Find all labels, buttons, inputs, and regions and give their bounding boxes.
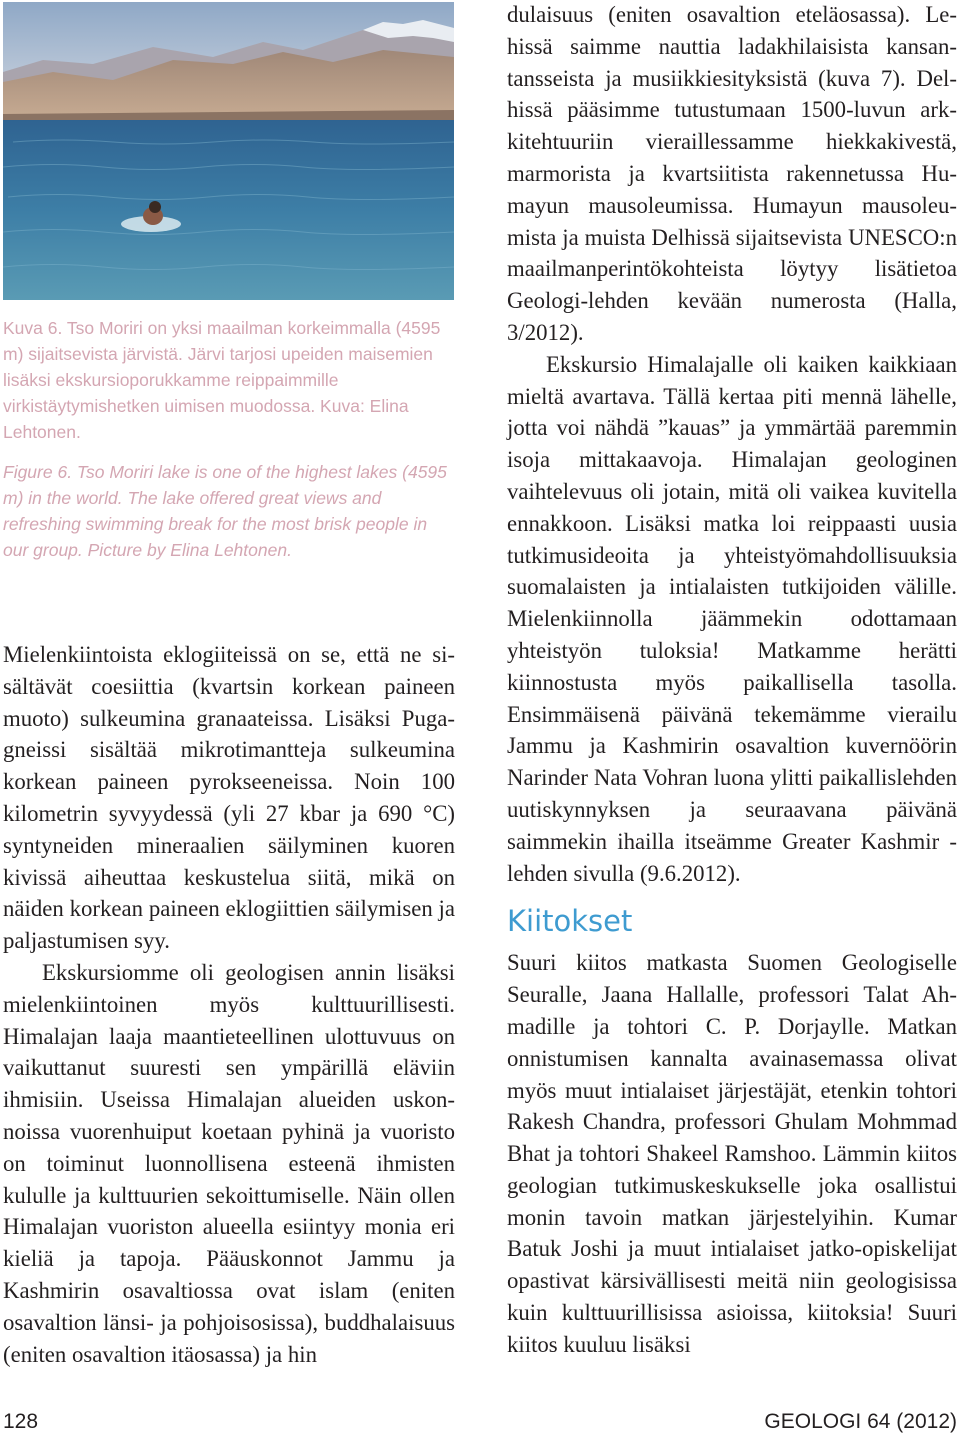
- lake-photo-illustration: [3, 2, 454, 300]
- acknowledgements-paragraph: Suuri kiitos matkasta Suomen Geologiselle Seuralle, Jaana Hallalle, professori Talat Ahmadille ja tohtori C. P. Dorjaylle. Matkan onnistumisen kannalta avainasemassa olivat myös muut intialaiset järjestäjät, etenkin tohtori Rakesh Chandra, professori Ghulam Mohmmad Bhat ja tohtori Shakeel Ramshoo. Lämmin kiitos geologian tutkimuskeskukselle joka osallistui monin tavoin matkan järjestelyihin. Kumar Batuk Joshi ja muut intialaiset jatko-opiskelijat opastivat kärsivällisesti meitä niin geologisissa kuin kulttuurillisissa asioissa, kiitoksia! Suuri kiitos kuuluu lisäksi: [507, 950, 957, 1357]
- body-paragraph: Mielenkiintoista eklogiiteissä on se, että ne sisältävät coesiittia (kvartsin korkean paineen muoto) sulkeumina granaateissa. Lisäksi Puga-gneissi sisältää mikrotimantteja sulkeumina korkean paineen pyrokseeneissa. Noin 100 kilometrin syvyydessä (yli 27 kbar ja 690 °C) syntyneiden mineraalien säilyminen kuoren kivissä aiheuttaa keskustelua siitä, mikä on näiden korkean paineen eklogiittien säilymisen ja paljastumisen syy.: [3, 642, 455, 954]
- body-paragraph: dulaisuus (eniten osavaltion eteläosassa). Lehissä saimme nauttia ladakhilaisista kansantansseista ja musiikkiesityksistä (kuva 7). Delhissä pääsimme tutustumaan 1500-luvun arkkitehtuuriin vieraillessamme hiekkakivestä, marmorista ja kvartsiitista rakennetussa Humayun mausoleumissa. Humayun mausoleumista ja muista Delhissä sijaitsevista UNESCO:n maailmanperintökohteista löytyy lisätietoa Geologi-lehden kevään numerosta (Halla, 3/2012).: [507, 2, 957, 345]
- figure-caption-english: Figure 6. Tso Moriri lake is one of the highest lakes (4595 m) in the world. The lake offered great views and refreshing swimming break for the most brisk people in our group. Picture by Elina Lehtonen.: [3, 462, 447, 560]
- journal-name: GEOLOGI 64 (2012): [764, 1410, 957, 1433]
- body-paragraph: Ekskursio Himalajalle oli kaiken kaikkiaan mieltä avartava. Tällä kertaa piti mennä lähelle, jotta voi nähdä ”kauas” ja ymmärtää paremmin isoja mittakaavoja. Himalajan geologinen vaihtelevuus oli jotain, mitä oli vaikea kuvitella ennakkoon. Lisäksi matka loi reippaasti uusia tutkimusideoita ja yhteistyömahdollisuuksia suomalaisten ja intialaisten tutkijoiden välille. Mielenkiinnolla jäämmekin odottamaan yhteistyön tuloksia! Matkamme herätti kiinnostusta myös paikallisella tasolla. Ensimmäisenä päivänä tekemämme vierailu Jammu ja Kashmirin osavaltion kuvernöörin Narinder Nata Vohran luona ylitti paikallislehden uutiskynnyksen ja seuraavana päivänä saimmekin ihailla itseämme Greater Kashmir -lehden sivulla (9.6.2012).: [507, 351, 957, 886]
- body-paragraph: Ekskursiomme oli geologisen annin lisäksi mielenkiintoinen myös kulttuurillisesti. Himalajan laaja maantieteellinen ulottuvuus on vaikuttanut suuresti sen ympärillä eläviin ihmisiin. Useissa Himalajan alueiden uskonnoissa vuorenhuiput koetaan pyhinä ja vuoristo on toiminut luonnollisena esteenä ihmisten kululle ja kulttuurien sekoittumiselle. Näin ollen Himalajan vuoriston alueella esiintyy monia eri kieliä ja tapoja. Pääuskonnot Jammu ja Kashmirin osavaltiossa ovat islam (eniten osavaltion länsi- ja pohjoisosissa), buddhalaisuus (eniten osavaltion itäosassa) ja hin: [3, 959, 455, 1367]
- page-number: 128: [3, 1410, 39, 1433]
- right-column: [507, 0, 957, 1361]
- left-column: [3, 639, 455, 1370]
- photo-water: [3, 120, 454, 300]
- section-heading-acknowledgements: Kiitokset: [507, 904, 633, 939]
- figure-caption-finnish: Kuva 6. Tso Moriri on yksi maailman korkeimmalla (4595 m) sijaitsevista järvistä. Järvi tarjosi upeiden maisemien lisäksi ekskursioporukkamme reippaimmille virkistäytymishetken uimisen muodossa. Kuva: Elina Lehtonen.: [3, 318, 441, 442]
- lake-photo: [3, 2, 454, 300]
